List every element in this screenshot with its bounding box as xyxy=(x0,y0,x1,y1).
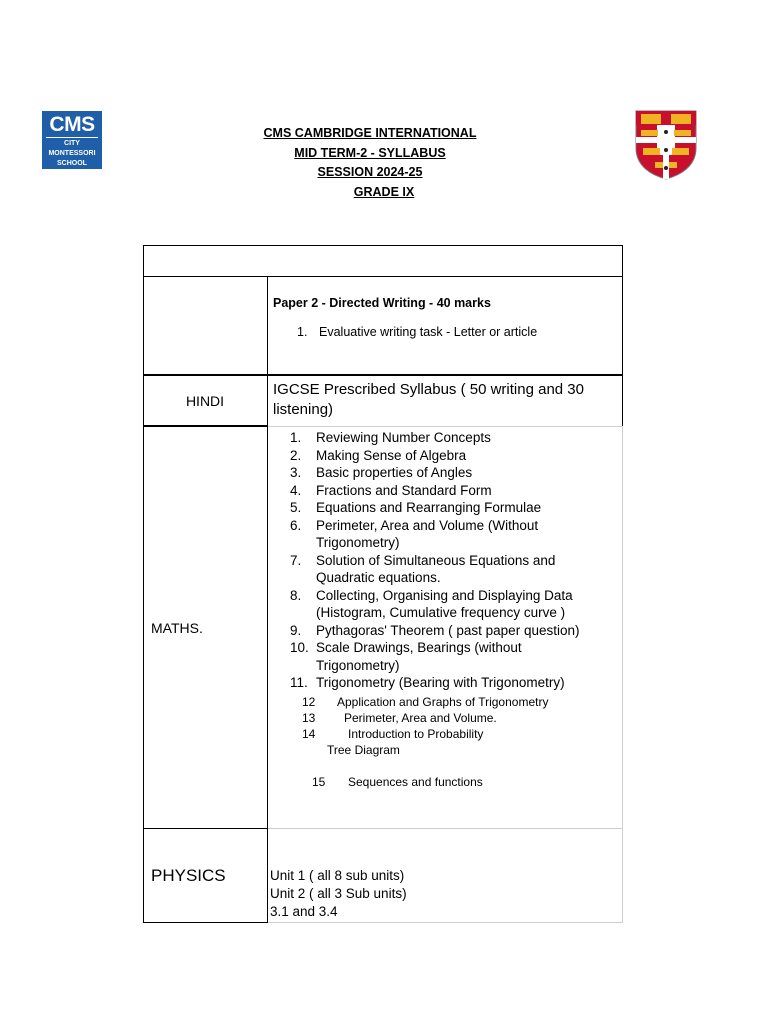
list-item: 1. Reviewing Number Concepts xyxy=(290,430,491,445)
list-item: 6. Perimeter, Area and Volume (Without Trigonometry) xyxy=(290,517,539,550)
list-item: 13 Perimeter, Area and Volume. xyxy=(302,711,497,725)
school-logo-line: MONTESSORI xyxy=(48,150,96,157)
header-grade: GRADE IX xyxy=(353,184,415,199)
table-border xyxy=(267,828,623,829)
table-border xyxy=(267,922,623,923)
table-border xyxy=(143,276,623,277)
list-item: 12 Application and Graphs of Trigonometry xyxy=(302,695,549,709)
table-border xyxy=(143,374,623,376)
list-item: 10. Scale Drawings, Bearings (without Trigonometry) xyxy=(290,640,522,673)
list-item: 9. Pythagoras' Theorem ( past paper question) xyxy=(290,622,580,638)
header-school: CMS CAMBRIDGE INTERNATIONAL xyxy=(263,126,477,140)
physics-syllabus xyxy=(270,867,407,921)
list-item: 7. Solution of Simultaneous Equations and Quadratic equations. xyxy=(290,552,556,585)
table-border xyxy=(267,276,268,923)
list-item-subtext: Tree Diagram xyxy=(327,743,400,757)
list-item: 4. Fractions and Standard Form xyxy=(290,482,492,498)
document-header xyxy=(230,124,510,202)
list-item: 15 Sequences and functions xyxy=(312,775,483,789)
paper-item-text: Evaluative writing task - Letter or article xyxy=(319,325,538,339)
header-term: MID TERM-2 - SYLLABUS xyxy=(294,145,446,160)
paper-title: Paper 2 - Directed Writing - 40 marks xyxy=(273,296,491,310)
table-border xyxy=(622,426,623,923)
school-logo-line: CITY xyxy=(64,140,80,147)
school-logo-abbr: CMS xyxy=(46,114,98,138)
list-item: 14 Introduction to Probability xyxy=(302,727,484,741)
subject-hindi: HINDI xyxy=(185,393,225,409)
list-item: 11. Trigonometry (Bearing with Trigonometry) xyxy=(290,675,565,690)
hindi-syllabus: IGCSE Prescribed Syllabus ( 50 writing and 30 listening) xyxy=(273,381,584,418)
list-item: 2. Making Sense of Algebra xyxy=(290,447,467,463)
header-session: SESSION 2024-25 xyxy=(317,165,423,179)
table-border xyxy=(622,245,623,427)
table-border xyxy=(143,245,623,246)
physics-line: 3.1 and 3.4 xyxy=(270,904,338,919)
table-border xyxy=(143,245,144,923)
physics-line: Unit 1 ( all 8 sub units) xyxy=(270,868,405,883)
table-border xyxy=(143,922,267,923)
list-item: 5. Equations and Rearranging Formulae xyxy=(290,500,542,515)
subject-physics: PHYSICS xyxy=(151,866,226,885)
school-logo-line: SCHOOL xyxy=(57,160,87,167)
list-item: 8. Collecting, Organising and Displaying Data (Histogram, Cumulative frequency curve ) xyxy=(290,587,573,620)
paper-item-number: 1. xyxy=(297,325,308,339)
table-border xyxy=(143,828,267,829)
cambridge-crest-icon xyxy=(635,110,697,180)
school-logo xyxy=(42,111,102,169)
subject-maths: MATHS. xyxy=(151,620,203,636)
paper-item xyxy=(297,325,537,339)
physics-line: Unit 2 ( all 3 Sub units) xyxy=(270,886,407,901)
maths-topic-list xyxy=(290,429,610,692)
table-border xyxy=(267,426,623,427)
table-border xyxy=(143,425,267,427)
list-item: 3. Basic properties of Angles xyxy=(290,465,473,480)
